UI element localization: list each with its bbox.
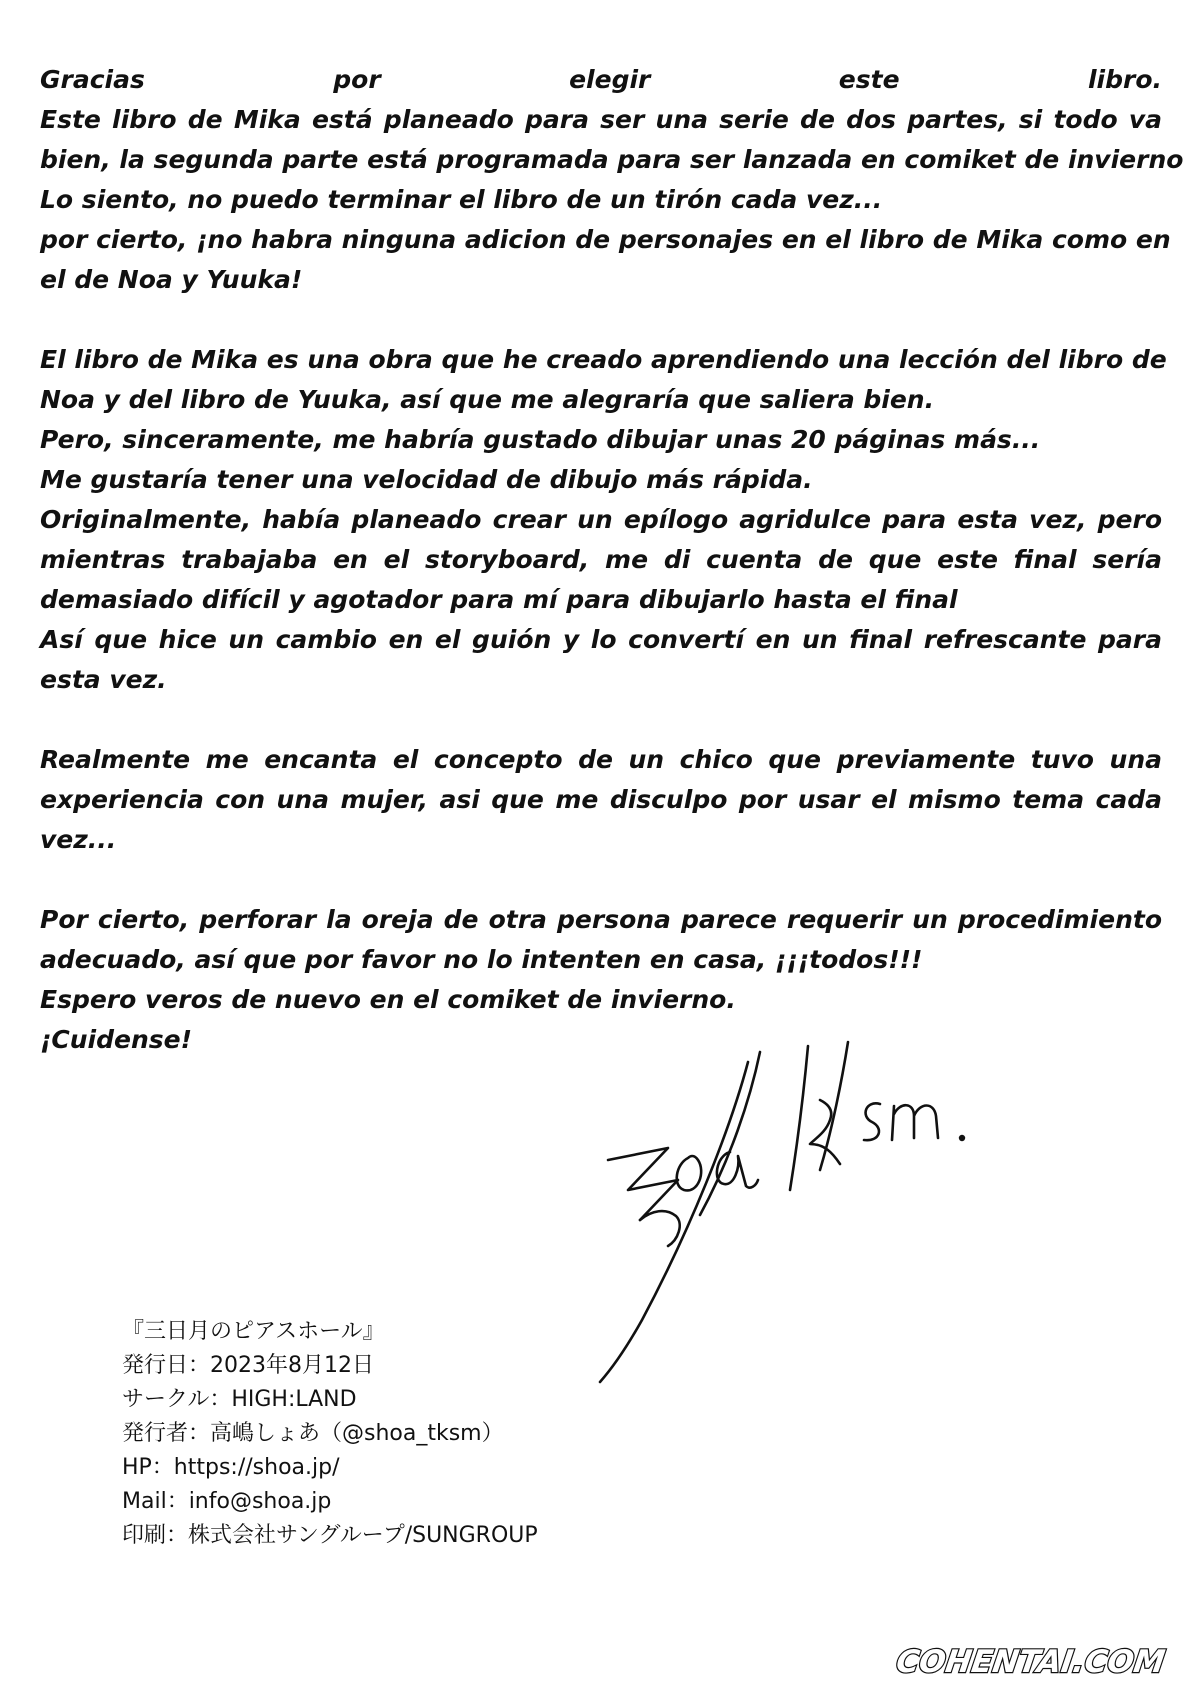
letter-line: vez... xyxy=(40,825,117,854)
letter-line: Gracias por elegir este libro. xyxy=(40,65,1162,94)
letter-line: Así que hice un cambio en el guión y lo convertí en un final refrescante para xyxy=(40,625,1162,654)
letter-line: Originalmente, había planeado crear un epílogo agridulce para esta vez, pero xyxy=(40,505,1162,534)
letter-line: Espero veros de nuevo en el comiket de invierno. xyxy=(40,985,736,1014)
letter-line: Noa y del libro de Yuuka, así que me alegraría que saliera bien. xyxy=(40,385,935,414)
circle-name: サークル：HIGH:LAND xyxy=(122,1387,357,1412)
publisher-name: 発行者：高嶋しょあ（@shoa_tksm） xyxy=(122,1421,504,1446)
letter-line: mientras trabajaba en el storyboard, me di cuenta de que este final sería xyxy=(40,545,1162,574)
letter-line: adecuado, así que por favor no lo intenten en casa, ¡¡¡todos!!! xyxy=(40,945,923,974)
letter-line: por cierto, ¡no habra ninguna adicion de personajes en el libro de Mika como en xyxy=(40,225,1171,254)
printer-name: 印刷：株式会社サングループ/SUNGROUP xyxy=(122,1523,538,1548)
letter-line: Este libro de Mika está planeado para ser una serie de dos partes, si todo va xyxy=(40,105,1162,134)
paragraph-2 xyxy=(40,340,1167,700)
author-signature xyxy=(580,1040,1050,1390)
letter-line: Realmente me encanta el concepto de un chico que previamente tuvo una xyxy=(40,745,1162,774)
letter-line: experiencia con una mujer, asi que me disculpo por usar el mismo tema cada xyxy=(40,785,1162,814)
letter-line: El libro de Mika es una obra que he creado aprendiendo una lección del libro de xyxy=(40,345,1167,374)
letter-line: Por cierto, perforar la oreja de otra persona parece requerir un procedimiento xyxy=(40,905,1162,934)
letter-line: ¡Cuidense! xyxy=(40,1025,193,1054)
paragraph-1 xyxy=(40,60,1184,300)
book-title: 『三日月のピアスホール』 xyxy=(122,1319,385,1344)
paragraph-3 xyxy=(40,740,1162,860)
afterword-letter xyxy=(40,60,1184,1100)
letter-line: esta vez. xyxy=(40,665,167,694)
site-watermark xyxy=(885,1638,1175,1682)
contact-mail: Mail：info@shoa.jp xyxy=(122,1489,332,1514)
homepage-url: HP：https://shoa.jp/ xyxy=(122,1455,340,1480)
letter-line: bien, la segunda parte está programada para ser lanzada en comiket de invierno xyxy=(40,145,1184,174)
letter-line: Pero, sinceramente, me habría gustado dibujar unas 20 páginas más... xyxy=(40,425,1041,454)
paragraph-4 xyxy=(40,900,1162,1060)
signature-text: shoa tksm. xyxy=(580,1040,585,1041)
watermark-text: COHENTAI.COM xyxy=(894,1644,1168,1680)
publication-date: 発行日：2023年8月12日 xyxy=(122,1353,374,1378)
letter-line: Lo siento, no puedo terminar el libro de un tirón cada vez... xyxy=(40,185,883,214)
letter-line: el de Noa y Yuuka! xyxy=(40,265,303,294)
letter-line: demasiado difícil y agotador para mí para dibujarlo hasta el final xyxy=(40,585,958,614)
colophon xyxy=(122,1315,538,1553)
letter-line: Me gustaría tener una velocidad de dibujo más rápida. xyxy=(40,465,813,494)
